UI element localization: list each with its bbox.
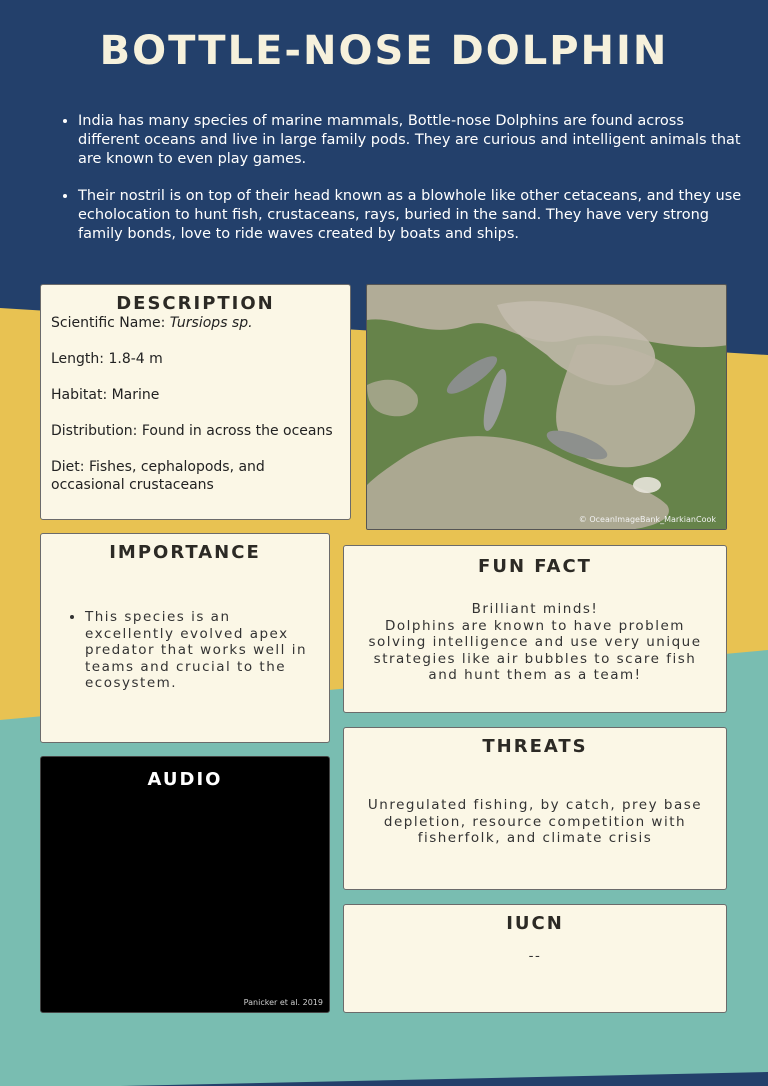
length: Length: 1.8-4 m <box>51 351 163 367</box>
audio-citation: Panicker et al. 2019 <box>243 998 323 1007</box>
importance-title: IMPORTANCE <box>109 542 261 563</box>
distribution: Distribution: Found in across the oceans <box>51 423 333 439</box>
fun-fact-headline: Brilliant minds! <box>471 601 599 617</box>
iucn-card <box>343 904 727 1013</box>
dolphin-photo-illustration <box>367 285 727 530</box>
description-card <box>40 284 351 520</box>
scientific-name <box>51 314 340 332</box>
importance-card <box>40 533 330 743</box>
importance-list <box>41 609 329 692</box>
scientific-name-value: Tursiops sp. <box>169 315 253 331</box>
threats-card <box>343 727 727 890</box>
fun-fact-text <box>344 601 726 684</box>
diet: Diet: Fishes, cephalopods, and occasional crustaceans <box>51 459 265 493</box>
habitat: Habitat: Marine <box>51 387 160 403</box>
fun-fact-card <box>343 545 727 713</box>
scientific-name-label: Scientific Name: <box>51 315 170 331</box>
intro-list <box>56 112 750 262</box>
threats-text: Unregulated fishing, by catch, prey base depletion, resource competition with fisherfolk, and climate crisis <box>367 797 703 846</box>
audio-title: AUDIO <box>147 769 223 790</box>
threats-title: THREATS <box>482 736 588 757</box>
iucn-status: -- <box>528 948 542 964</box>
iucn-title: IUCN <box>506 913 564 934</box>
description-title: DESCRIPTION <box>116 293 275 314</box>
intro-item: • India has many species of marine mammals, Bottle-nose Dolphins are found across different oceans and live in large family pods. They are curious and intelligent animals that are known to even play games. <box>78 112 750 169</box>
fun-fact-title: FUN FACT <box>478 556 592 577</box>
importance-text: • This species is an excellently evolved apex predator that works well in teams and crucial to the ecosystem. <box>85 609 309 692</box>
fun-fact-body: Dolphins are known to have problem solving intelligence and use very unique strategies like air bubbles to scare fish and hunt them as a team! <box>368 617 702 683</box>
photo-credit: © OceanImageBank_MarkianCook <box>578 515 716 524</box>
audio-panel[interactable] <box>40 756 330 1013</box>
intro-item: • Their nostril is on top of their head known as a blowhole like other cetaceans, and they use echolocation to hunt fish, crustaceans, rays, buried in the sand. They have very strong family bonds, love to ride waves created by boats and ships. <box>78 187 750 244</box>
dolphin-photo <box>366 284 727 530</box>
page-title: BOTTLE-NOSE DOLPHIN <box>99 28 669 74</box>
